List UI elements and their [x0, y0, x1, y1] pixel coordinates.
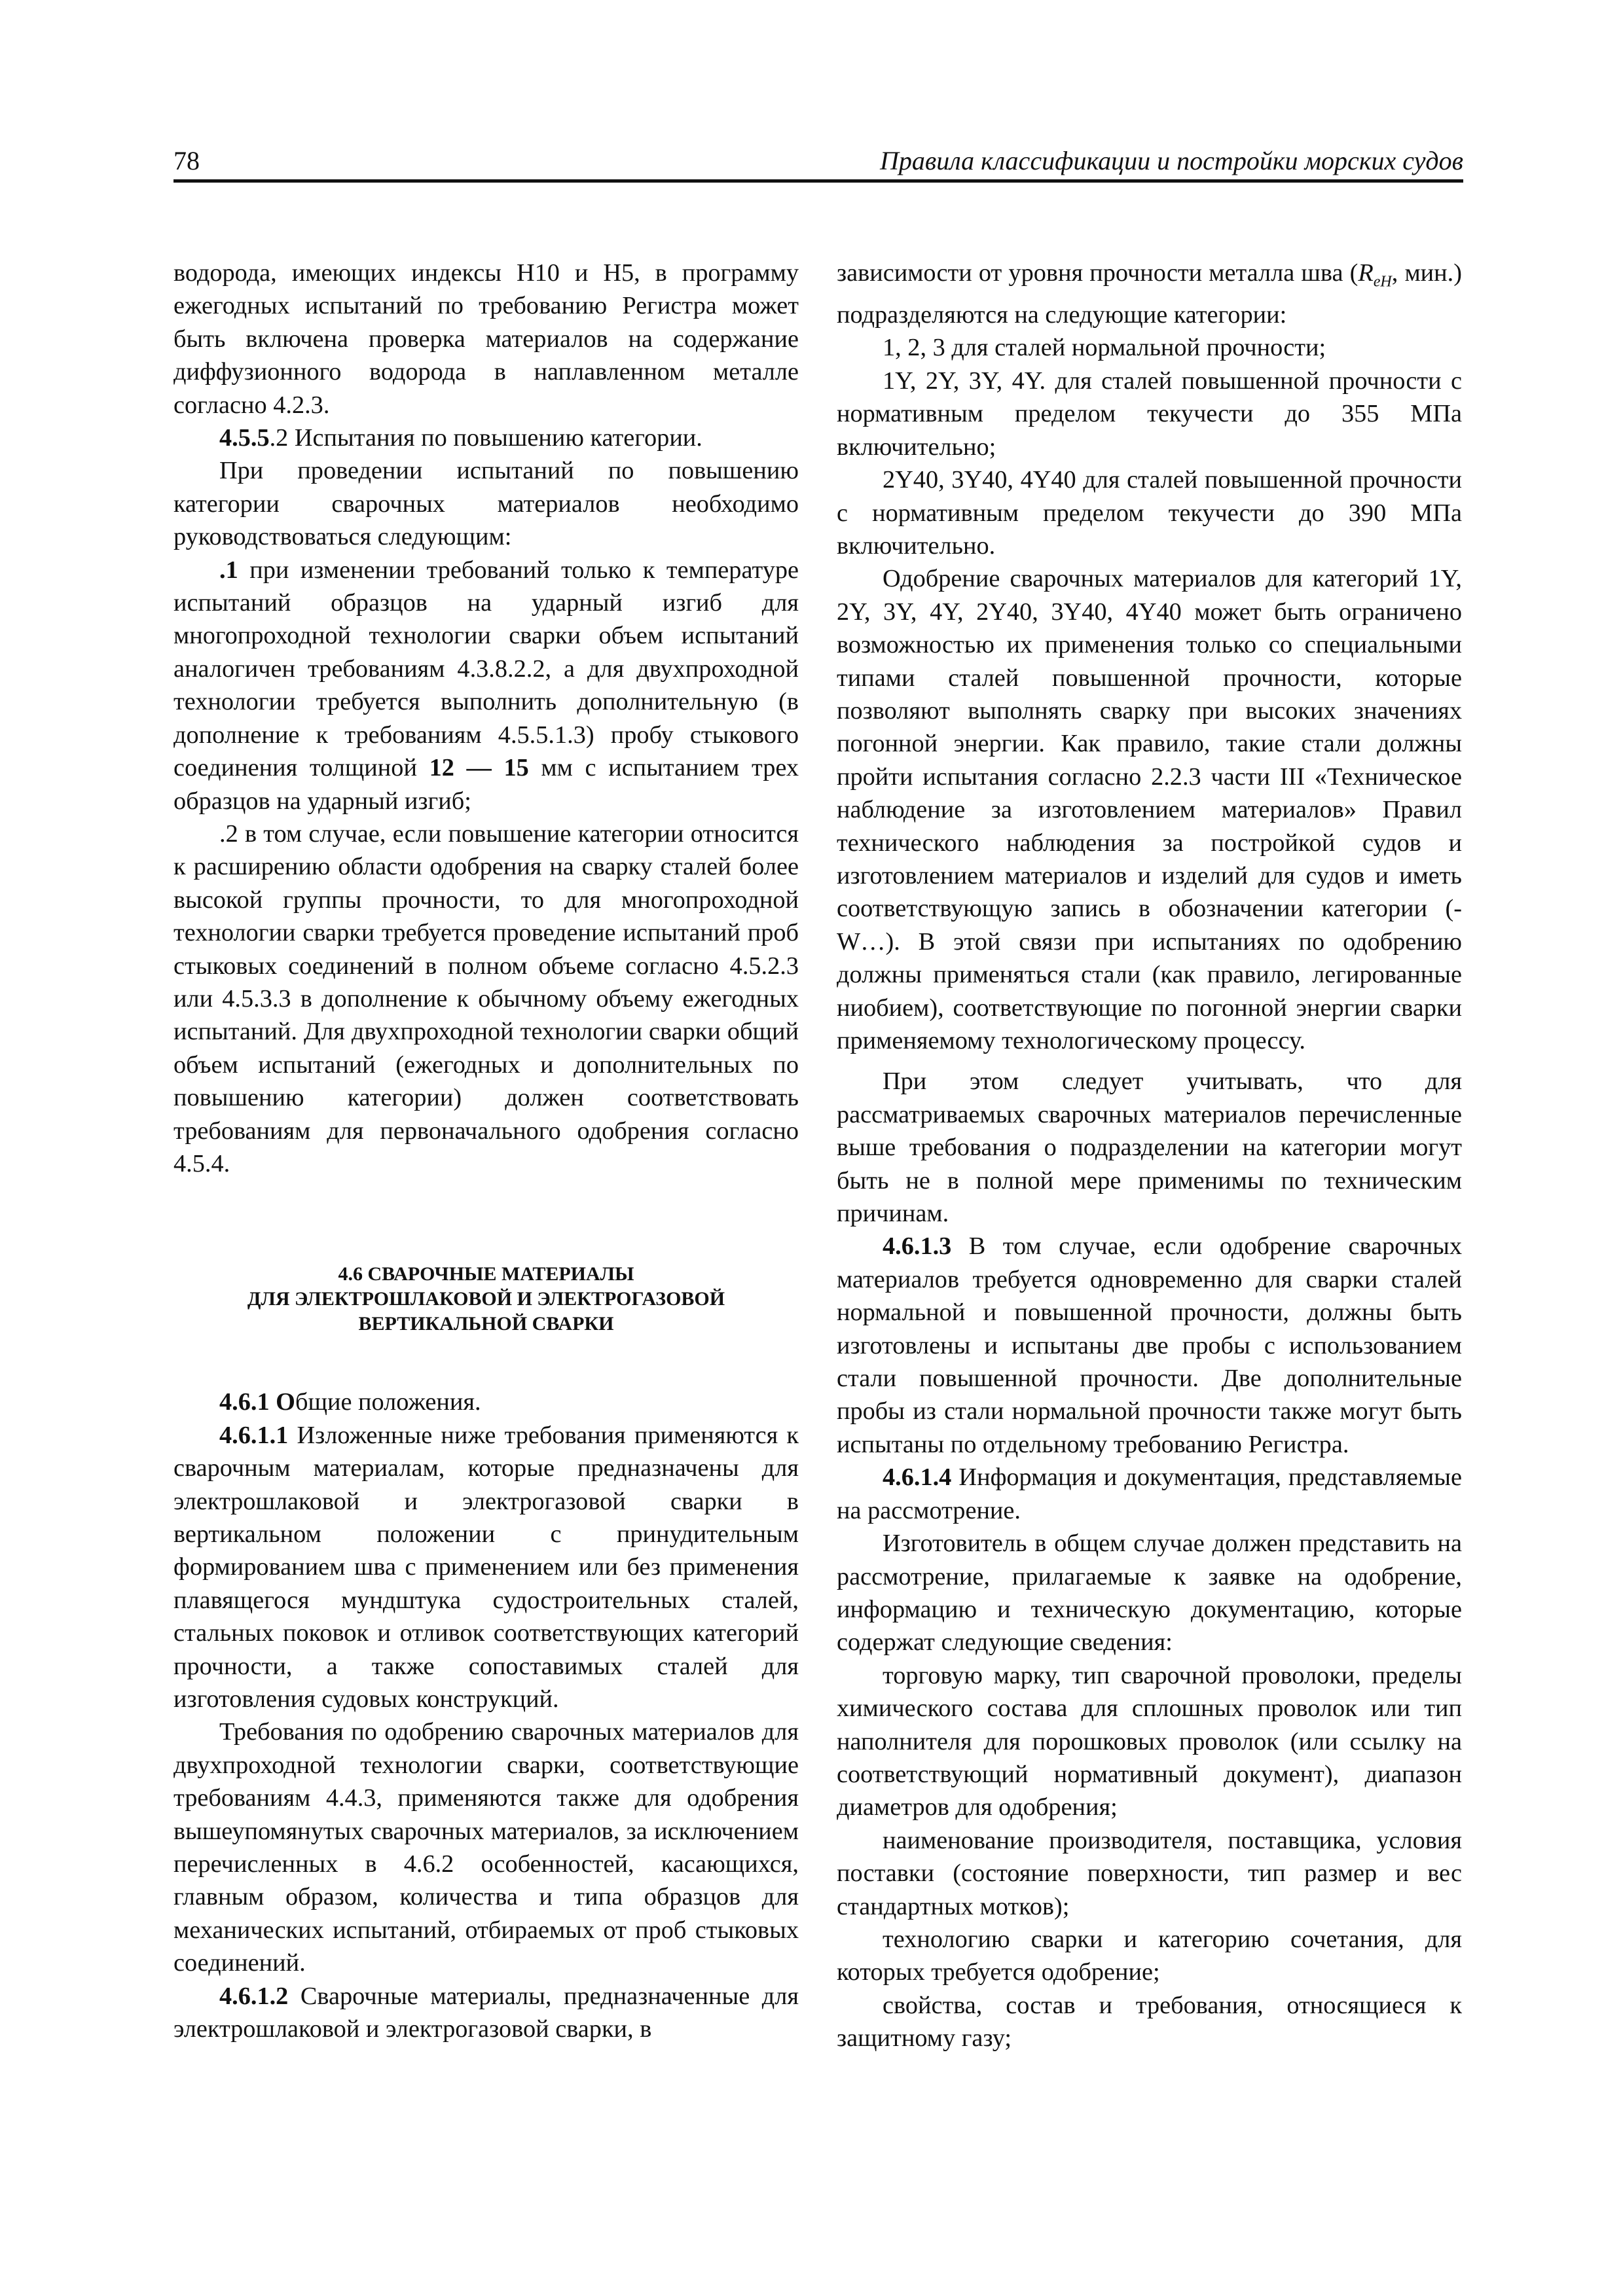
clause-number: 4.5.5: [219, 424, 270, 452]
paragraph: торговую марку, тип сварочной проволоки, пределы химического состава для сплошных проволок или тип наполнителя для порошковых проволок (или ссылку на соответствующий нормативный документ), диапазон диаметров для одобрения;: [837, 1661, 1462, 1821]
paragraph: При проведении испытаний по повышению категории сварочных материалов необходимо руководствоваться следующим:: [173, 457, 799, 551]
paragraph: .2 в том случае, если повышение категории относится к расширению области одобрения на сварку сталей более высокой группы прочности, то для многопроходной технологии сварки требуется проведение испытаний проб стыковых соединений в полном объеме согласно 4.5.2.3 или 4.5.3.3 в дополнение к обычному объему ежегодных испытаний. Для двухпроходной технологии сварки общий объем испытаний (ежегодных и дополнительных по повышению категории) должен соответствовать требованиям для первоначального одобрения согласно 4.5.4.: [173, 819, 799, 1177]
paragraph: 4.6.1.3 В том случае, если одобрение сварочных материалов требуется одновременно для сварки сталей нормальной и повышенной прочности, должны быть изготовлены и испытаны две пробы с использованием стали повышенной прочности. Две дополнительные пробы из стали нормальной прочности также могут быть испытаны по отдельному требованию Регистра.: [837, 1232, 1462, 1458]
right-column: [837, 257, 1462, 2055]
paragraph: 1Y, 2Y, 3Y, 4Y. для сталей повышенной прочности с нормативным пределом текучести до 355 МПа включительно;: [837, 367, 1462, 461]
paragraph: Требования по одобрению сварочных материалов для двухпроходной технологии сварки, соответствующие требованиям 4.4.3, применяются также для одобрения вышеупомянутых сварочных материалов, за исключением перечисленных в 4.6.2 особенностей, касающихся, главным образом, количества и типа образцов для механических испытаний, отбираемых от проб стыковых соединений.: [173, 1718, 799, 1977]
clause-number: 4.6.1.3: [883, 1232, 952, 1261]
paragraph: Изготовитель в общем случае должен представить на рассмотрение, прилагаемые к заявке на одобрение, информацию и техническую документацию, которые содержат следующие сведения:: [837, 1530, 1462, 1657]
paragraph: 1, 2, 3 для сталей нормальной прочности;: [883, 334, 1326, 362]
paragraph: 4.5.5.2 Испытания по повышению категории.: [219, 424, 702, 452]
paragraph: свойства, состав и требования, относящиеся к защитному газу;: [837, 1991, 1462, 2053]
paragraph: 4.6.1.1 Изложенные ниже требования применяются к сварочным материалам, которые предназначены для электрошлаковой и электрогазовой сварки в вертикальном положении с принудительным формированием шва с применением или без применения плавящегося мундштука судостроительных сталей, стальных поковок и отливок соответствующих категорий прочности, а также сопоставимых сталей для изготовления судовых конструкций.: [173, 1421, 799, 1713]
paragraph: 2Y40, 3Y40, 4Y40 для сталей повышенной прочности с нормативным пределом текучести до 390 МПа включительно.: [837, 466, 1462, 560]
paragraph: При этом следует учитывать, что для рассматриваемых сварочных материалов перечисленные выше требования о подразделении на категории могут быть не в полной мере применимы по техническим причинам.: [837, 1067, 1462, 1228]
paragraph: водорода, имеющих индексы Н10 и Н5, в программу ежегодных испытаний по требованию Регистра может быть включена проверка материалов на содержание диффузионного водорода в наплавленном металле согласно 4.2.3.: [173, 259, 799, 419]
clause-number: 4.6.1.2: [219, 1982, 289, 2010]
paragraph: Одобрение сварочных материалов для категорий 1Y, 2Y, 3Y, 4Y, 2Y40, 3Y40, 4Y40 может быть ограничено возможностью их применения только со специальными типами сталей повышенной прочности, которые позволяют выполнять сварку при высоких значениях погонной энергии. Как правило, такие стали должны пройти испытания согласно 2.2.3 части III «Техническое наблюдение за изготовлением материалов» Правил технического наблюдения за постройкой судов и изготовлением материалов и изделий для судов и иметь соответствующую запись в обозначении категории (-W…). В этой связи при испытаниях по одобрению должны применяться стали (как правило, легированные ниобием), соответствующие по погонной энергии сварки применяемому технологическому процессу.: [837, 565, 1462, 1054]
running-title: Правила классификации и постройки морских судов: [879, 146, 1463, 175]
paragraph: 4.6.1.2 Сварочные материалы, предназначенные для электрошлаковой и электрогазовой сварки, в: [173, 1982, 799, 2043]
paragraph: .1 при изменении требований только к температуре испытаний образцов на ударный изгиб для многопроходной технологии сварки объем испытаний аналогичен требованиям 4.3.8.2.2, а для двухпроходной технологии требуется выполнить дополнительную (в дополнение к требованиям 4.5.5.1.3) пробу стыкового соединения толщиной 12 — 15 мм с испытанием трех образцов на ударный изгиб;: [173, 556, 799, 815]
clause-number: 4.6.1.4: [883, 1463, 952, 1492]
page-header: [173, 145, 1463, 183]
section-heading: 4.6 СВАРОЧНЫЕ МАТЕРИАЛЫ ДЛЯ ЭЛЕКТРОШЛАКОВОЙ И ЭЛЕКТРОГАЗОВОЙ ВЕРТИКАЛЬНОЙ СВАРКИ: [247, 1263, 725, 1335]
paragraph: наименование производителя, поставщика, условия поставки (состояние поверхности, тип размер и вес стандартных мотков);: [837, 1826, 1462, 1920]
page-number: 78: [173, 146, 200, 175]
left-column: [173, 257, 799, 2046]
paragraph: 4.6.1.4 Информация и документация, представляемые на рассмотрение.: [837, 1463, 1462, 1524]
paragraph: технологию сварки и категорию сочетания, для которых требуется одобрение;: [837, 1925, 1462, 1986]
paragraph: зависимости от уровня прочности металла шва ($R_{eH}$, мин.) подразделяются на следующие категории:: [837, 259, 1463, 329]
paragraph: 4.6.1 Общие положения.: [219, 1388, 481, 1416]
clause-number: 4.6.1: [219, 1388, 270, 1416]
list-number: .1: [219, 556, 238, 584]
clause-number: 4.6.1.1: [219, 1421, 289, 1449]
